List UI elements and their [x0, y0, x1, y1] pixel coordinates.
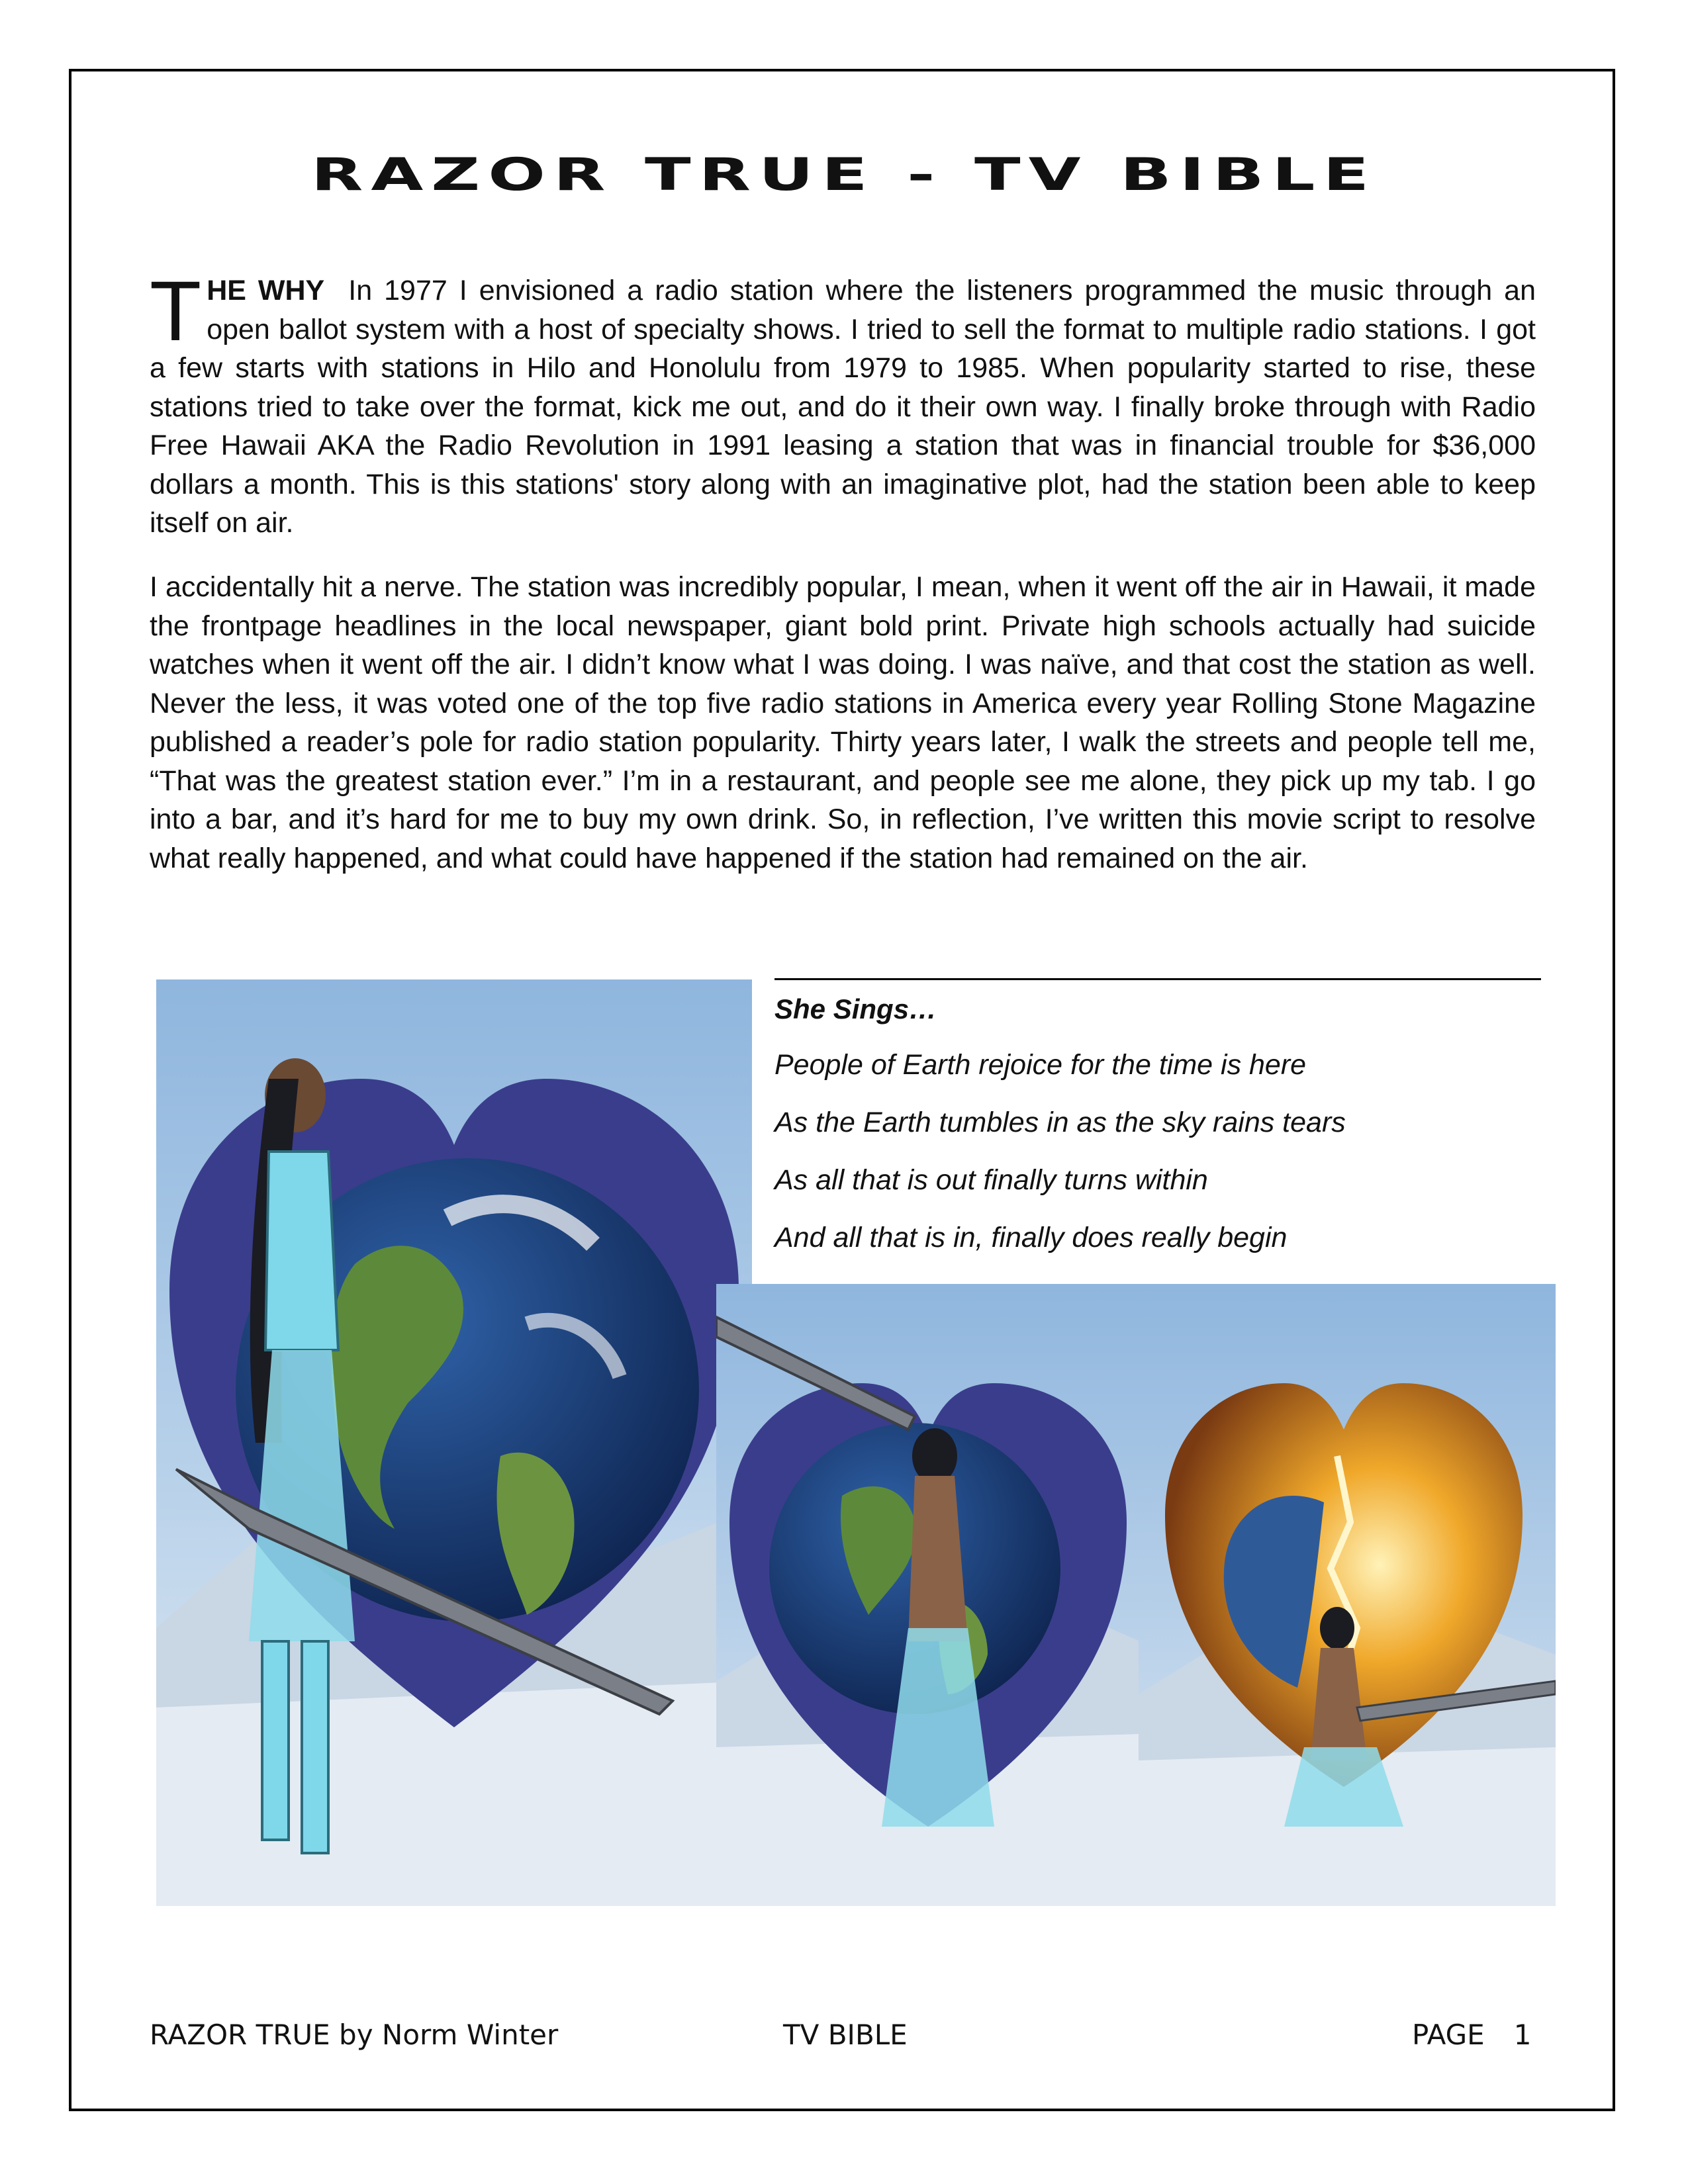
page-number: 1: [1513, 2019, 1532, 2051]
page-label: PAGE: [1412, 2019, 1485, 2051]
poem-block: [774, 978, 1541, 1259]
poem-line: As all that is out finally turns within: [774, 1164, 1208, 1196]
page-title: RAZOR TRUE - TV BIBLE: [310, 149, 1378, 201]
illustration-warrior-raising-sword: [716, 1284, 1140, 1906]
poem-line: As the Earth tumbles in as the sky rains tears: [774, 1107, 1346, 1138]
footer-page-number: [1412, 2019, 1531, 2051]
poem-title: She Sings…: [774, 993, 937, 1024]
intro-paragraph: [150, 264, 1536, 543]
illustration-warrior-kneeling-cracked-earth: [1139, 1284, 1556, 1906]
footer-title-author: RAZOR TRUE by Norm Winter: [150, 2019, 559, 2051]
poem-line: People of Earth rejoice for the time is here: [774, 1049, 1307, 1081]
drop-cap: T: [150, 264, 202, 359]
intro-text: In 1977 I envisioned a radio station where the listeners programmed the music through an open ballot system with a host of specialty shows. I tried to sell the format to multiple radio stations. I got a few starts with stations in Hilo and Honolulu from 1979 to 1985. When popularity started to rise, these stations tried to take over the format, kick me out, and do it their own way. I finally broke through with Radio Free Hawaii AKA the Radio Revolution in 1991 leasing a station that was in financial trouble for $36,000 dollars a month. This is this stations' story along with an imaginative plot, had the station been able to keep itself on air.: [150, 275, 1536, 539]
footer-doc-type: TV BIBLE: [783, 2019, 908, 2051]
poem-line: And all that is in, finally does really begin: [774, 1222, 1288, 1253]
illustration-warrior-earth-heart: [156, 979, 752, 1906]
lead-in: HE WHY: [207, 275, 325, 306]
second-paragraph: I accidentally hit a nerve. The station was incredibly popular, I mean, when it went off the air in Hawaii, it made the frontpage headlines in the local newspaper, giant bold print. Private high schools actually had suicide watches when it went off the air. I didn’t know what I was doing. I was naïve, and that cost the station as well. Never the less, it was voted one of the top five radio stations in America every year Rolling Stone Magazine published a reader’s pole for radio station popularity. Thirty years later, I walk the streets and people tell me, “That was the greatest station ever.” I’m in a restaurant, and people see me alone, they pick up my tab. I go into a bar, and it’s hard for me to buy my own drink. So, in reflection, I’ve written this movie script to resolve what really happened, and what could have happened if the station had remained on the air.: [150, 571, 1536, 874]
